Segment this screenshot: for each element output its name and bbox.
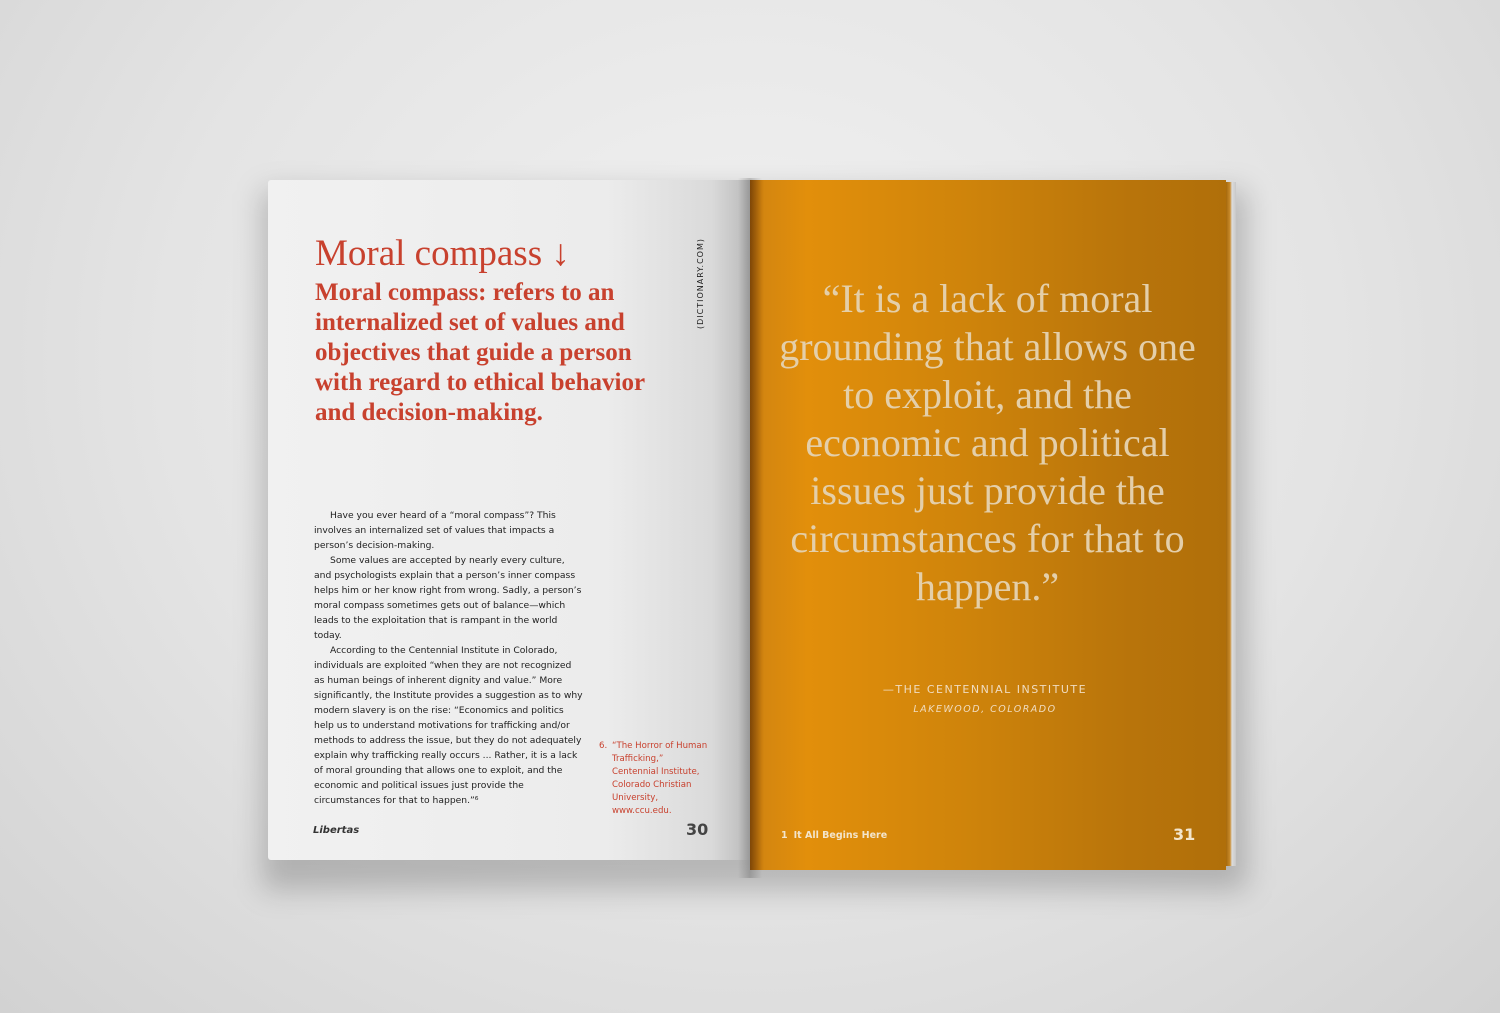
body-paragraph: Have you ever heard of a “moral compass”? This involves an internalized set of values that impacts a person’s decision-making.: [314, 510, 556, 551]
footer-section-number: 1: [781, 830, 788, 841]
pull-quote: “It is a lack of moral grounding that allows one to exploit, and the economic and political issues just provide the circumstances for that to happen.”: [779, 276, 1196, 609]
quote-location: LAKEWOOD, COLORADO: [913, 704, 1057, 715]
footer-section: [781, 830, 887, 841]
definition-subheading: Moral compass: refers to an internalized set of values and objectives that guide a person with regard to ethical behavior and decision-making.: [315, 279, 645, 426]
source-side-label: (DICTIONARY.COM): [696, 238, 705, 329]
quote-attribution: —THE CENTENNIAL INSTITUTE: [882, 683, 1088, 696]
footer-section-title: It All Begins Here: [793, 830, 888, 841]
spine-gutter: [738, 178, 762, 878]
body-paragraph: According to the Centennial Institute in Colorado, individuals are exploited “when they are not recognized as human beings of inherent dignity and value.” More significantly, the Institute provides a suggestion as to why modern slavery is on the rise: “Economics and politics help us to understand motivations for trafficking and/or methods to address the issue, but they do not adequately explain why trafficking really occurs ... Rather, it is a lack of moral grounding that allows one to exploit, and the economic and political issues just provide the circumstances for that to happen.”⁶: [314, 645, 583, 806]
page-heading: Moral compass ↓: [315, 233, 570, 274]
body-paragraph: Some values are accepted by nearly every culture, and psychologists explain that a person’s inner compass helps him or her know right from wrong. Sadly, a person’s moral compass sometimes gets out of balance—which leads to the exploitation that is rampant in the world today.: [314, 555, 582, 641]
footnote-text: “The Horror of Human Trafficking,” Centennial Institute, Colorado Christian University, www.ccu.edu.: [612, 741, 708, 816]
footnote-number: 6.: [599, 741, 608, 751]
body-text: [314, 508, 584, 808]
footer-publication-title: Libertas: [313, 825, 360, 836]
right-page: [750, 180, 1226, 870]
page-number-left: 30: [686, 820, 709, 839]
page-stack-edge: [1226, 182, 1236, 866]
footnote: [601, 740, 709, 818]
page-number-right: 31: [1173, 825, 1196, 844]
left-page: [268, 180, 750, 860]
